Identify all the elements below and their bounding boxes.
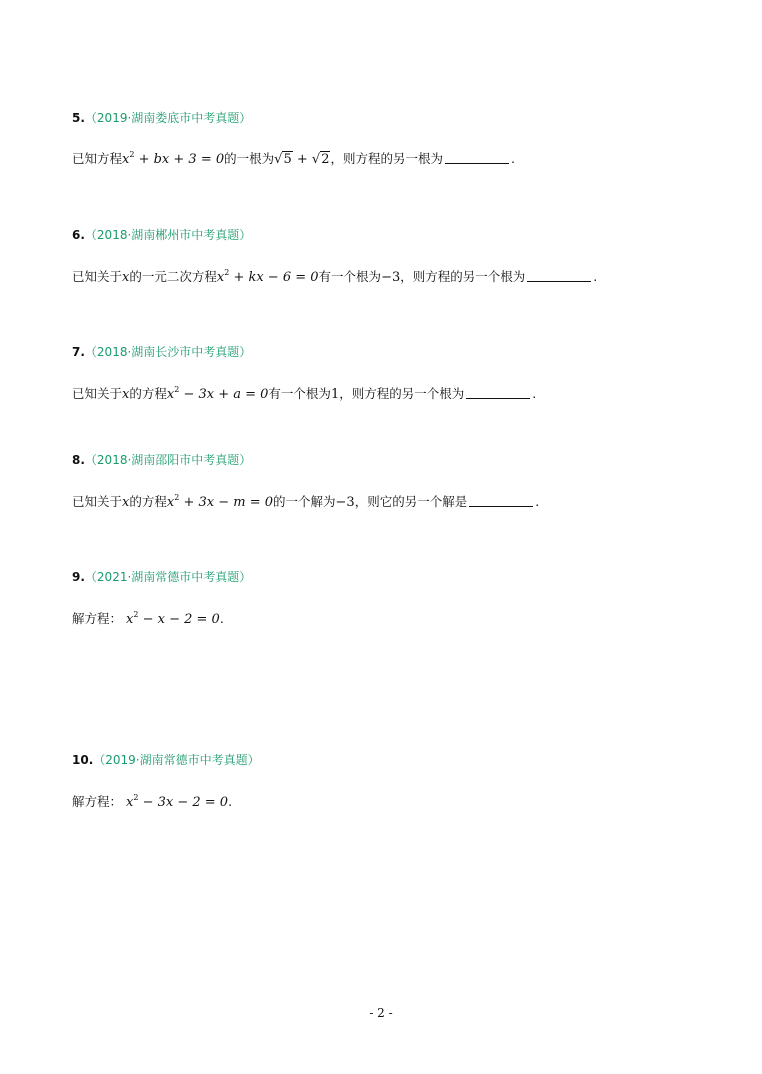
question-number: 8. [72, 453, 85, 467]
question-number: 5. [72, 111, 85, 125]
question-number: 9. [72, 570, 85, 584]
question-number: 7. [72, 345, 85, 359]
question-10 [72, 752, 702, 810]
text-segment: . [535, 494, 540, 509]
question-number: 10. [72, 753, 94, 767]
question-header [72, 569, 702, 585]
variable: x [122, 495, 130, 510]
question-text [72, 606, 224, 629]
variable: x [122, 387, 130, 402]
text-segment: 有一个根为 [268, 386, 331, 401]
text-segment: 的方程 [129, 386, 167, 401]
text-segment: ，则它的另一个解是 [354, 494, 468, 509]
question-5 [72, 110, 702, 167]
text-segment: 的一个解为 [273, 494, 336, 509]
equation: $x^2 - 3x + a = 0$ [166, 385, 269, 402]
question-header [72, 110, 702, 126]
equation: $x^2 - x - 2 = 0$ [126, 610, 220, 627]
question-text [72, 489, 539, 512]
text-segment: . [228, 794, 233, 809]
question-source: （2018·湖南郴州市中考真题） [84, 228, 252, 242]
question-8 [72, 452, 702, 510]
root-value: −3 [335, 495, 355, 510]
question-header [72, 752, 702, 768]
text-segment: 的一元二次方程 [129, 269, 217, 284]
question-header [72, 227, 702, 243]
question-header [72, 344, 702, 360]
answer-blank[interactable] [445, 151, 509, 164]
equation: $x^2$ + bx + 3 = 0 [122, 150, 225, 167]
text-segment: 已知关于 [72, 494, 123, 509]
root-expression: √5 + √2 [274, 152, 330, 167]
text-segment: 解方程： [72, 611, 123, 626]
text-segment: ，则方程的另一个根为 [339, 386, 465, 401]
text-segment: . [219, 611, 224, 626]
text-segment: . [593, 269, 598, 284]
text-segment: ，则方程的另一个根为 [400, 269, 526, 284]
question-7 [72, 344, 702, 402]
question-text [72, 381, 536, 404]
variable: x [122, 270, 130, 285]
answer-blank[interactable] [527, 269, 591, 282]
answer-blank[interactable] [466, 386, 530, 399]
text-segment: 解方程： [72, 794, 123, 809]
page-number: - 2 - [369, 1006, 393, 1020]
answer-blank[interactable] [469, 494, 533, 507]
text-segment: . [532, 386, 537, 401]
question-6 [72, 227, 702, 285]
question-source: （2019·湖南常德市中考真题） [93, 753, 260, 767]
root-value: 1 [330, 387, 340, 402]
root-value: −3 [381, 270, 401, 285]
text-segment: . [510, 151, 515, 166]
question-source: （2019·湖南娄底市中考真题） [84, 111, 252, 125]
question-9 [72, 569, 702, 627]
text-segment: 有一个根为 [318, 269, 382, 284]
question-source: （2018·湖南长沙市中考真题） [84, 345, 252, 359]
text-segment: 已知关于 [72, 386, 123, 401]
question-source: （2018·湖南邵阳市中考真题） [84, 453, 252, 467]
equation: $x^2$ + kx − 6 = 0 [216, 268, 319, 285]
equation: $x^2 + 3x - m = 0$ [166, 493, 273, 510]
question-source: （2021·湖南常德市中考真题） [84, 570, 252, 584]
text-segment: 的方程 [129, 494, 167, 509]
text-segment: 已知方程 [72, 151, 123, 166]
question-header [72, 452, 702, 468]
text-segment: ，则方程的另一根为 [330, 151, 443, 166]
question-number: 6. [72, 228, 85, 242]
question-text [72, 264, 597, 287]
question-text [72, 146, 515, 169]
text-segment: 已知关于 [72, 269, 123, 284]
question-text [72, 789, 232, 812]
equation: $x^2 - 3x - 2 = 0$ [126, 793, 229, 810]
text-segment: 的一根为 [224, 151, 275, 166]
